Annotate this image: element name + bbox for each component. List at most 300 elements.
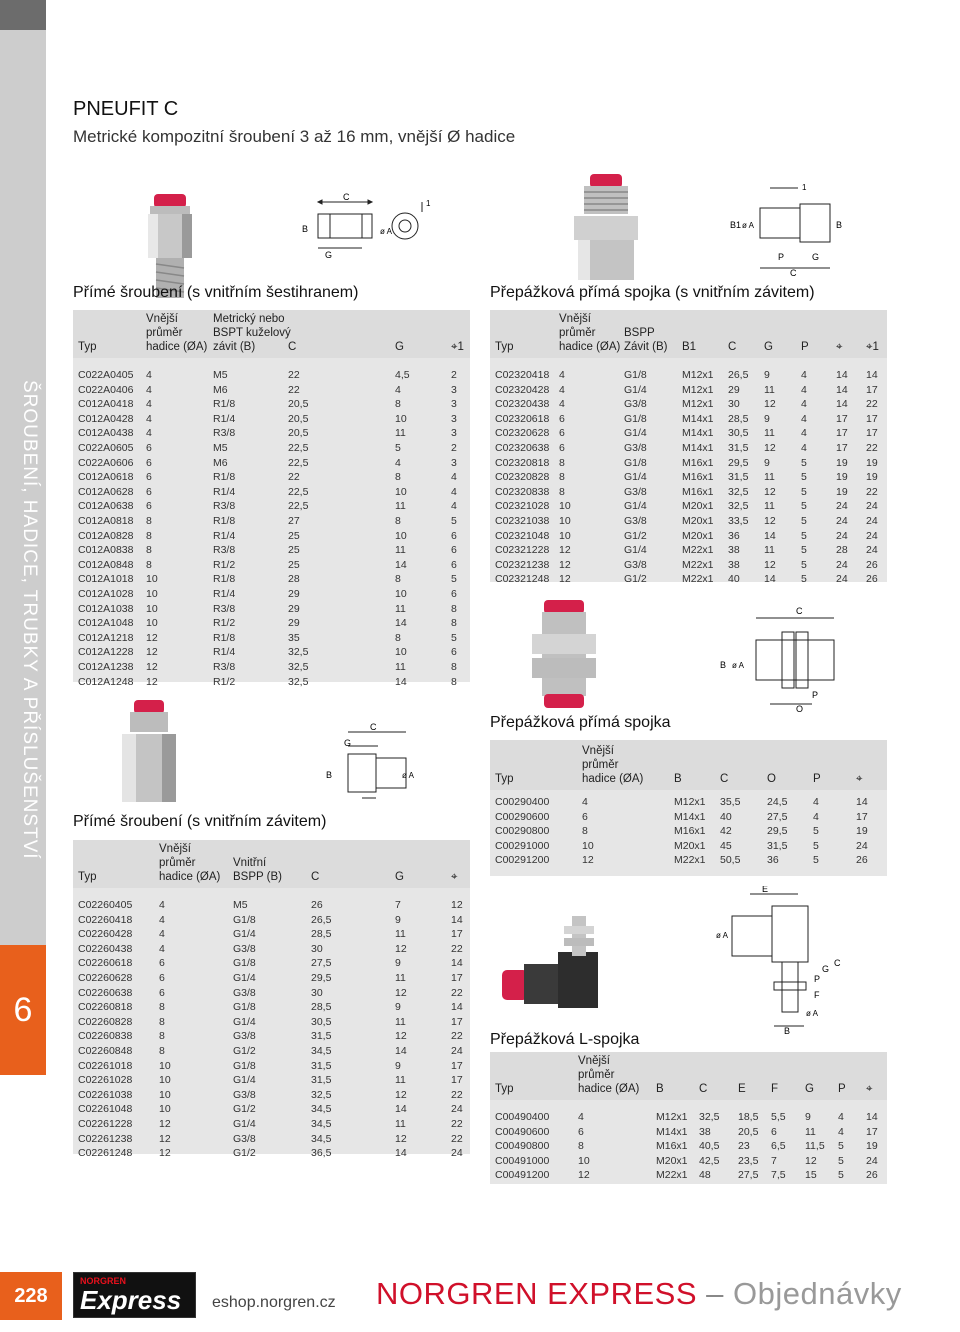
table-cell: 9 bbox=[805, 1111, 811, 1123]
table-row bbox=[73, 986, 470, 1001]
table-cell: 4 bbox=[146, 398, 152, 411]
table-row bbox=[73, 368, 470, 383]
table-cell: R1/4 bbox=[213, 646, 236, 659]
table-cell: 32,5 bbox=[728, 500, 749, 513]
chapter-sidebar bbox=[0, 0, 46, 1075]
column-header: B bbox=[656, 1083, 664, 1095]
svg-text:ø A: ø A bbox=[732, 661, 745, 670]
table-cell: 4 bbox=[559, 398, 565, 411]
table-cell: 4 bbox=[395, 456, 401, 469]
table-cell: 34,5 bbox=[311, 1045, 332, 1057]
table-cell: 8 bbox=[395, 515, 401, 527]
table-cell: 11 bbox=[805, 1125, 816, 1138]
table-cell: 8 bbox=[451, 617, 457, 630]
product-photo-bulkhead-female bbox=[568, 172, 644, 284]
table-cell: 4 bbox=[578, 1111, 584, 1123]
table-cell: 12 bbox=[146, 646, 158, 659]
table-cell: 24 bbox=[451, 1147, 463, 1160]
table-cell: C02260418 bbox=[78, 913, 133, 926]
svg-text:ø A: ø A bbox=[806, 1009, 819, 1018]
table-cell: C00490800 bbox=[495, 1140, 550, 1153]
table-cell: 36,5 bbox=[311, 1147, 332, 1160]
table-cell: 5 bbox=[838, 1169, 844, 1182]
table-cell: G1/2 bbox=[233, 1147, 256, 1160]
table-cell: C02260818 bbox=[78, 1001, 133, 1014]
table-cell: 26 bbox=[866, 558, 878, 571]
table-cell: 36 bbox=[728, 529, 740, 542]
table-bulkhead-union bbox=[490, 740, 887, 876]
table-cell: 11 bbox=[395, 661, 406, 673]
table-cell: 5 bbox=[801, 544, 807, 557]
table-cell: 18,5 bbox=[738, 1111, 759, 1123]
table-cell: G1/4 bbox=[624, 500, 647, 513]
table-cell: 10 bbox=[578, 1154, 590, 1167]
sidebar-top-bar bbox=[0, 0, 46, 30]
table-cell: 24 bbox=[866, 500, 878, 513]
table-cell: R1/2 bbox=[213, 617, 236, 630]
table-cell: 33,5 bbox=[728, 515, 749, 527]
table-cell: C02261038 bbox=[78, 1088, 133, 1101]
table-cell: 32,5 bbox=[699, 1111, 720, 1123]
table-cell: 5 bbox=[801, 500, 807, 513]
table-cell: 40,5 bbox=[699, 1140, 720, 1153]
table-cell: 5 bbox=[451, 573, 457, 586]
table-cell: 10 bbox=[159, 1074, 171, 1087]
table-row bbox=[490, 839, 887, 854]
table-cell: 27,5 bbox=[738, 1169, 759, 1182]
table-cell: C02320638 bbox=[495, 442, 550, 454]
table-cell: 14 bbox=[395, 1103, 407, 1116]
table-cell: 8 bbox=[451, 675, 457, 688]
table-cell: 5 bbox=[451, 631, 457, 644]
dimension-diagram-straight-female bbox=[318, 720, 418, 810]
table-cell: 12 bbox=[559, 544, 571, 557]
table-cell: 30 bbox=[728, 398, 740, 411]
page-number: 228 bbox=[0, 1272, 62, 1320]
table-cell: M5 bbox=[233, 899, 248, 911]
table-cell: 4 bbox=[451, 500, 457, 513]
table-cell: 6 bbox=[771, 1125, 777, 1138]
table-cell: C00291200 bbox=[495, 854, 550, 867]
table-cell: G1/4 bbox=[624, 383, 647, 396]
table-cell: 34,5 bbox=[311, 1132, 332, 1145]
table-cell: 11 bbox=[395, 972, 406, 984]
column-header: BSPP Závit (B) bbox=[624, 327, 668, 353]
table-cell: 10 bbox=[146, 617, 158, 630]
table-cell: 32,5 bbox=[288, 675, 309, 688]
table-cell: 35 bbox=[288, 631, 300, 644]
table-row bbox=[73, 485, 470, 500]
table-row bbox=[73, 942, 470, 957]
table-cell: M14x1 bbox=[682, 412, 714, 425]
table-cell: 19 bbox=[856, 825, 868, 838]
table-cell: 9 bbox=[395, 1001, 401, 1014]
table-cell: 9 bbox=[395, 1059, 401, 1072]
table-cell: 4 bbox=[582, 796, 588, 808]
table-cell: 4 bbox=[838, 1125, 844, 1138]
table-cell: 12 bbox=[559, 573, 571, 586]
table-cell: 8 bbox=[582, 825, 588, 838]
table-cell: C012A1248 bbox=[78, 675, 134, 688]
table-cell: 14 bbox=[395, 1045, 407, 1057]
table-cell: 17 bbox=[836, 427, 848, 440]
table-cell: 12 bbox=[764, 558, 776, 571]
svg-text:B: B bbox=[836, 220, 843, 230]
eshop-link[interactable]: eshop.norgren.cz bbox=[212, 1294, 336, 1311]
table-cell: M22x1 bbox=[682, 558, 714, 571]
table-cell: R3/8 bbox=[213, 427, 236, 440]
table-cell: C012A0438 bbox=[78, 427, 134, 440]
brand-dash: – bbox=[706, 1276, 724, 1311]
table-cell: 24 bbox=[866, 544, 878, 557]
table-cell: 4 bbox=[159, 913, 165, 926]
table-cell: 5 bbox=[395, 442, 401, 454]
table-cell: R1/8 bbox=[213, 398, 236, 411]
table-row bbox=[490, 529, 887, 544]
table-cell: C02260405 bbox=[78, 899, 133, 911]
column-header: G bbox=[764, 341, 773, 353]
column-header: C bbox=[728, 341, 737, 353]
table-cell: 24 bbox=[866, 1154, 878, 1167]
table-bulkhead-female bbox=[490, 310, 887, 586]
table-cell: 5 bbox=[801, 529, 807, 542]
table-cell: C00291000 bbox=[495, 839, 550, 852]
table-cell: 4 bbox=[813, 796, 819, 808]
table-row bbox=[73, 543, 470, 558]
table-row bbox=[490, 1154, 887, 1169]
table-cell: 19 bbox=[866, 456, 878, 469]
table-cell: 6 bbox=[146, 485, 152, 498]
table-cell: C02321228 bbox=[495, 544, 550, 557]
table-cell: 11 bbox=[764, 471, 775, 484]
table-cell: C02260618 bbox=[78, 957, 133, 970]
table-cell: 22 bbox=[866, 398, 878, 411]
table-bulkhead-elbow bbox=[490, 1052, 887, 1184]
table-cell: G1/8 bbox=[233, 1001, 256, 1014]
table-cell: 8 bbox=[578, 1140, 584, 1153]
table-row bbox=[490, 499, 887, 514]
table-cell: 14 bbox=[866, 1111, 878, 1123]
table-row bbox=[73, 572, 470, 587]
table-cell: 27 bbox=[288, 515, 300, 527]
table-row bbox=[490, 426, 887, 441]
table-cell: 4 bbox=[146, 412, 152, 425]
table-cell: 4 bbox=[395, 383, 401, 396]
table-cell: 20,5 bbox=[288, 398, 309, 411]
table-cell: C012A1238 bbox=[78, 661, 134, 673]
table-cell: 5 bbox=[801, 485, 807, 498]
table-cell: M22x1 bbox=[674, 854, 706, 867]
table-cell: 5 bbox=[801, 471, 807, 484]
svg-text:1: 1 bbox=[802, 183, 807, 192]
table-cell: 14 bbox=[764, 529, 776, 542]
table-cell: C012A0838 bbox=[78, 544, 134, 557]
table-row bbox=[73, 1000, 470, 1015]
table-cell: 11 bbox=[395, 602, 406, 615]
table-cell: 27,5 bbox=[311, 957, 332, 970]
table-cell: G1/4 bbox=[233, 1074, 256, 1087]
table-cell: 15 bbox=[805, 1169, 817, 1182]
svg-text:P: P bbox=[778, 252, 785, 262]
svg-text:C: C bbox=[790, 268, 797, 278]
column-header: ⌖1 bbox=[451, 341, 464, 353]
table-cell: 24 bbox=[836, 515, 848, 527]
svg-text:B: B bbox=[784, 1026, 791, 1034]
svg-text:F: F bbox=[814, 990, 820, 1000]
table-cell: M22x1 bbox=[682, 573, 714, 586]
table-cell: 31,5 bbox=[728, 471, 749, 484]
table-cell: 6 bbox=[582, 810, 588, 823]
table-cell: 5 bbox=[451, 515, 457, 527]
table-cell: 12 bbox=[395, 1088, 407, 1101]
table-cell: 6 bbox=[159, 957, 165, 970]
table-cell: C012A0428 bbox=[78, 412, 134, 425]
table-cell: 40 bbox=[720, 810, 732, 823]
table-cell: M6 bbox=[213, 456, 228, 469]
table-cell: 10 bbox=[395, 529, 407, 542]
table-cell: G1/8 bbox=[233, 1059, 256, 1072]
table-cell: 14 bbox=[836, 383, 848, 396]
table-cell: 10 bbox=[559, 500, 571, 513]
table-cell: 8 bbox=[159, 1045, 165, 1057]
table-cell: 10 bbox=[159, 1059, 171, 1072]
table-cell: C02260848 bbox=[78, 1045, 133, 1057]
table-cell: M16x1 bbox=[682, 471, 714, 484]
table-cell: C02321038 bbox=[495, 515, 550, 527]
table-cell: 26 bbox=[866, 1169, 878, 1182]
table-cell: 4 bbox=[451, 471, 457, 484]
table-cell: 8 bbox=[146, 515, 152, 527]
table-cell: 19 bbox=[866, 471, 878, 484]
table-cell: 2 bbox=[451, 369, 457, 381]
table-header bbox=[490, 310, 887, 358]
svg-text:G: G bbox=[344, 738, 352, 748]
table-cell: M16x1 bbox=[656, 1140, 688, 1153]
table-cell: R1/8 bbox=[213, 631, 236, 644]
table-cell: G1/8 bbox=[233, 913, 256, 926]
table-cell: 14 bbox=[764, 573, 776, 586]
table-cell: C022A0605 bbox=[78, 442, 134, 454]
table-cell: C012A0628 bbox=[78, 485, 134, 498]
table-cell: C00490400 bbox=[495, 1111, 550, 1123]
table-cell: 38 bbox=[728, 544, 740, 557]
table-cell: C012A0818 bbox=[78, 515, 134, 527]
table-cell: 22 bbox=[288, 471, 300, 484]
section-title-straight-hex: Přímé šroubení (s vnitřním šestihranem) bbox=[73, 284, 359, 301]
table-cell: 12 bbox=[146, 631, 158, 644]
chapter-number: 6 bbox=[0, 945, 46, 1075]
table-cell: C012A1218 bbox=[78, 631, 134, 644]
table-cell: 6 bbox=[146, 442, 152, 454]
table-cell: 14 bbox=[836, 398, 848, 411]
table-cell: C02260828 bbox=[78, 1015, 133, 1028]
table-cell: 28,5 bbox=[311, 928, 332, 941]
table-header bbox=[73, 840, 470, 888]
table-cell: 22,5 bbox=[288, 442, 309, 454]
table-cell: C02321048 bbox=[495, 529, 550, 542]
table-cell: 8 bbox=[159, 1030, 165, 1043]
table-cell: 6,5 bbox=[771, 1140, 786, 1153]
table-row bbox=[73, 645, 470, 660]
table-cell: C02261248 bbox=[78, 1147, 133, 1160]
table-cell: 27,5 bbox=[767, 810, 788, 823]
table-cell: 3 bbox=[451, 398, 457, 411]
table-cell: 31,5 bbox=[767, 839, 788, 852]
table-cell: 8 bbox=[146, 544, 152, 557]
table-cell: 5 bbox=[813, 839, 819, 852]
column-header: Vnější průměr hadice (ØA) bbox=[578, 1055, 640, 1095]
product-photo-bulkhead-elbow bbox=[500, 912, 620, 1024]
table-cell: 30,5 bbox=[311, 1015, 332, 1028]
table-row bbox=[490, 1110, 887, 1125]
table-row bbox=[73, 499, 470, 514]
table-row bbox=[73, 514, 470, 529]
table-cell: M22x1 bbox=[682, 544, 714, 557]
table-cell: G3/8 bbox=[624, 442, 647, 454]
table-cell: 32,5 bbox=[728, 485, 749, 498]
table-row bbox=[490, 1139, 887, 1154]
table-cell: 5 bbox=[813, 825, 819, 838]
table-cell: 29 bbox=[288, 588, 300, 600]
brand-suffix: Objednávky bbox=[733, 1276, 902, 1311]
table-row bbox=[73, 456, 470, 471]
table-cell: G3/8 bbox=[624, 398, 647, 411]
table-cell: C012A0618 bbox=[78, 471, 134, 484]
table-cell: 24 bbox=[836, 558, 848, 571]
svg-text:C: C bbox=[834, 958, 841, 968]
svg-text:ø A: ø A bbox=[742, 221, 755, 230]
table-cell: 12 bbox=[451, 899, 463, 911]
table-cell: G1/4 bbox=[624, 471, 647, 484]
table-cell: 38 bbox=[699, 1125, 711, 1138]
svg-text:C: C bbox=[370, 722, 377, 732]
table-cell: C00490600 bbox=[495, 1125, 550, 1138]
table-cell: M20x1 bbox=[682, 500, 714, 513]
table-cell: 24 bbox=[451, 1045, 463, 1057]
table-cell: C022A0405 bbox=[78, 369, 134, 381]
table-cell: 22 bbox=[451, 986, 463, 999]
table-cell: 14 bbox=[451, 1001, 463, 1014]
table-cell: M14x1 bbox=[674, 810, 706, 823]
table-cell: 12 bbox=[764, 485, 776, 498]
product-photo-straight-female bbox=[118, 698, 180, 810]
column-header: ⌖ bbox=[451, 871, 458, 883]
chapter-title: ŠROUBENÍ, HADICE, TRUBKY A PŘÍSLUŠENSTVÍ bbox=[19, 380, 40, 860]
table-cell: 4 bbox=[801, 383, 807, 396]
svg-text:C: C bbox=[343, 192, 350, 202]
table-cell: 7,5 bbox=[771, 1169, 786, 1182]
table-cell: C02261238 bbox=[78, 1132, 133, 1145]
table-cell: 17 bbox=[451, 1074, 463, 1087]
table-cell: 8 bbox=[395, 573, 401, 586]
table-cell: C02260638 bbox=[78, 986, 133, 999]
table-cell: 8 bbox=[559, 471, 565, 484]
column-header: Typ bbox=[495, 341, 514, 353]
column-header: ⌖ bbox=[836, 341, 843, 353]
table-cell: 11 bbox=[764, 383, 775, 396]
table-cell: 6 bbox=[146, 471, 152, 484]
column-header: B1 bbox=[682, 341, 697, 353]
table-row bbox=[490, 397, 887, 412]
table-cell: G1/2 bbox=[624, 529, 647, 542]
table-cell: 12 bbox=[395, 1030, 407, 1043]
svg-text:1: 1 bbox=[426, 199, 431, 208]
table-cell: 19 bbox=[836, 485, 848, 498]
svg-text:ø A: ø A bbox=[716, 931, 729, 940]
table-cell: C02261228 bbox=[78, 1118, 133, 1130]
table-cell: 4 bbox=[559, 369, 565, 381]
dimension-diagram-bulkhead-union bbox=[716, 606, 846, 714]
table-cell: R1/4 bbox=[213, 485, 236, 498]
table-cell: M14x1 bbox=[656, 1125, 688, 1138]
page-subtitle: Metrické kompozitní šroubení 3 až 16 mm, vnější Ø hadice bbox=[73, 127, 516, 146]
table-row bbox=[73, 675, 470, 690]
table-cell: 4 bbox=[146, 383, 152, 396]
table-cell: 31,5 bbox=[311, 1059, 332, 1072]
table-cell: R3/8 bbox=[213, 661, 236, 673]
table-cell: 6 bbox=[559, 427, 565, 440]
table-cell: 10 bbox=[395, 412, 407, 425]
column-header: C bbox=[720, 773, 729, 785]
product-photo-bulkhead-union bbox=[528, 598, 600, 710]
table-cell: C02260438 bbox=[78, 942, 133, 955]
table-row bbox=[73, 913, 470, 928]
table-cell: C02320628 bbox=[495, 427, 550, 440]
table-cell: 5 bbox=[801, 558, 807, 571]
table-cell: M12x1 bbox=[674, 796, 706, 808]
table-cell: 22,5 bbox=[288, 500, 309, 513]
table-cell: M20x1 bbox=[682, 529, 714, 542]
column-header: Typ bbox=[495, 773, 514, 785]
table-cell: 45 bbox=[720, 839, 732, 852]
table-cell: C02320428 bbox=[495, 383, 550, 396]
table-cell: M22x1 bbox=[656, 1169, 688, 1182]
table-row bbox=[490, 824, 887, 839]
table-cell: C012A1028 bbox=[78, 588, 134, 600]
column-header: E bbox=[738, 1083, 746, 1095]
table-cell: C012A1018 bbox=[78, 573, 134, 586]
table-cell: 11 bbox=[395, 1074, 406, 1087]
table-cell: 12 bbox=[395, 1132, 407, 1145]
table-cell: C022A0606 bbox=[78, 456, 134, 469]
table-row bbox=[490, 514, 887, 529]
section-title-straight-female: Přímé šroubení (s vnitřním závitem) bbox=[73, 813, 327, 830]
table-cell: 4 bbox=[559, 383, 565, 396]
table-cell: 31,5 bbox=[311, 1074, 332, 1087]
table-cell: 5 bbox=[813, 854, 819, 867]
table-row bbox=[490, 853, 887, 868]
table-cell: 12 bbox=[764, 442, 776, 454]
table-cell: C02320828 bbox=[495, 471, 550, 484]
column-header: ⌖ bbox=[856, 773, 863, 785]
table-cell: 9 bbox=[764, 369, 770, 381]
table-cell: 10 bbox=[146, 602, 158, 615]
table-cell: 14 bbox=[866, 369, 878, 381]
table-cell: 4 bbox=[801, 398, 807, 411]
dimension-diagram-bulkhead-female bbox=[730, 178, 860, 278]
svg-text:G: G bbox=[325, 250, 333, 260]
table-cell: C00290400 bbox=[495, 796, 550, 808]
table-row bbox=[73, 1102, 470, 1117]
table-cell: 4,5 bbox=[395, 369, 410, 381]
table-cell: 12 bbox=[764, 398, 776, 411]
table-cell: 29,5 bbox=[311, 972, 332, 984]
svg-text:P: P bbox=[814, 974, 821, 984]
table-cell: M20x1 bbox=[682, 515, 714, 527]
table-cell: 17 bbox=[866, 383, 878, 396]
table-row bbox=[73, 956, 470, 971]
table-cell: R1/4 bbox=[213, 588, 236, 600]
